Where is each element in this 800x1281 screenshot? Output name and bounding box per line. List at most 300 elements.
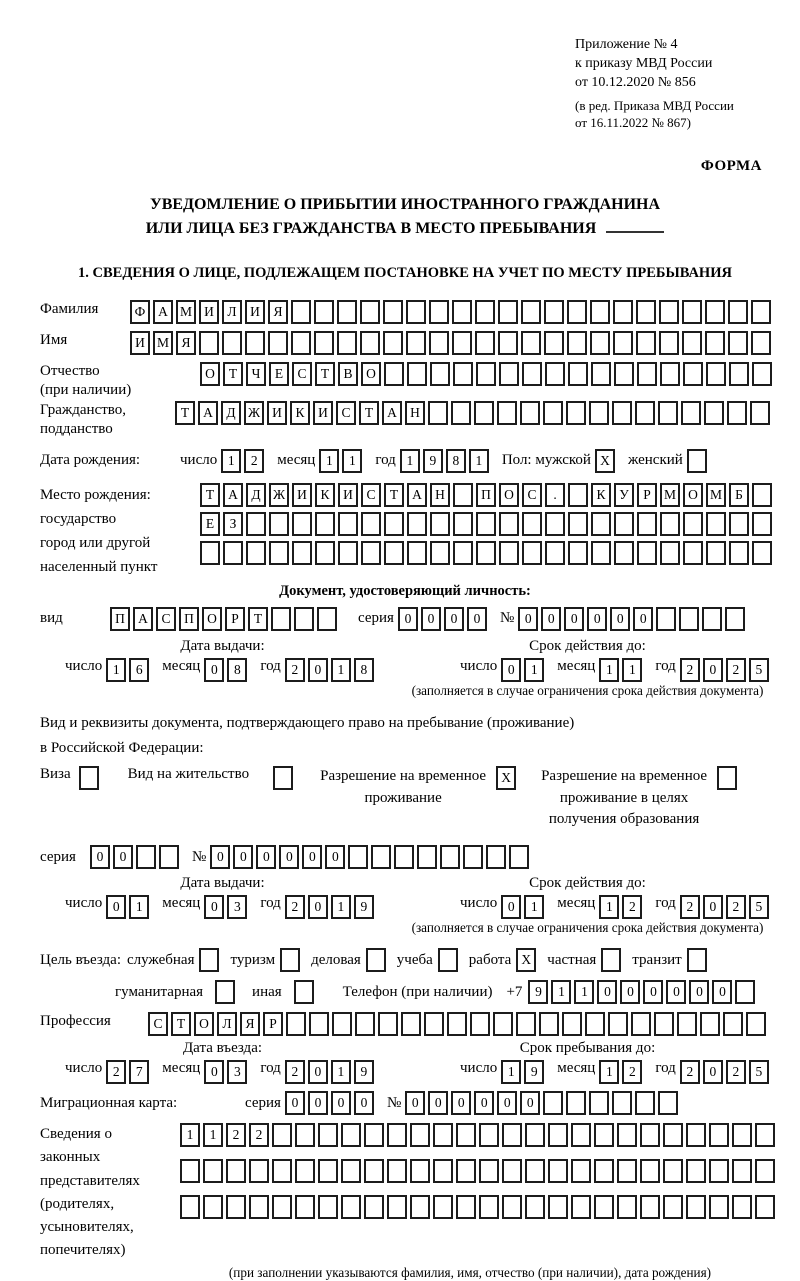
cell[interactable] <box>438 948 458 972</box>
cell[interactable]: 6 <box>129 658 149 682</box>
cell[interactable] <box>706 512 726 536</box>
cell[interactable] <box>682 300 702 324</box>
cell[interactable] <box>493 1012 513 1036</box>
cell[interactable] <box>709 1195 729 1219</box>
cell[interactable] <box>566 401 586 425</box>
cell[interactable] <box>656 607 676 631</box>
cell[interactable]: И <box>245 300 265 324</box>
cell[interactable]: 1 <box>524 658 544 682</box>
cell[interactable]: Р <box>225 607 245 631</box>
cell[interactable]: О <box>200 362 220 386</box>
cell[interactable]: 1 <box>524 895 544 919</box>
cell[interactable] <box>601 948 621 972</box>
cell[interactable]: 1 <box>331 658 351 682</box>
cell[interactable] <box>723 1012 743 1036</box>
cell[interactable]: Я <box>176 331 196 355</box>
cell[interactable] <box>341 1123 361 1147</box>
cell[interactable] <box>516 1012 536 1036</box>
cell[interactable] <box>394 845 414 869</box>
cell[interactable] <box>407 512 427 536</box>
cell[interactable]: 2 <box>622 895 642 919</box>
cell[interactable]: О <box>361 362 381 386</box>
cell[interactable] <box>401 1012 421 1036</box>
cell[interactable] <box>318 1195 338 1219</box>
cell[interactable] <box>658 401 678 425</box>
cell[interactable] <box>562 1012 582 1036</box>
cell[interactable]: 0 <box>564 607 584 631</box>
cell[interactable] <box>545 512 565 536</box>
sex-female-checkbox[interactable] <box>687 449 710 473</box>
cell[interactable] <box>273 766 293 790</box>
cell[interactable] <box>410 1123 430 1147</box>
cell[interactable] <box>159 845 179 869</box>
cell[interactable] <box>498 331 518 355</box>
cell[interactable] <box>384 362 404 386</box>
cell[interactable] <box>502 1123 522 1147</box>
cell[interactable]: 0 <box>279 845 299 869</box>
cell[interactable]: 0 <box>325 845 345 869</box>
cell[interactable] <box>453 512 473 536</box>
cell[interactable] <box>294 607 314 631</box>
cell[interactable]: 8 <box>446 449 466 473</box>
cell[interactable] <box>567 300 587 324</box>
cell[interactable] <box>591 512 611 536</box>
cell[interactable] <box>751 331 771 355</box>
cell[interactable] <box>360 300 380 324</box>
cell[interactable]: 1 <box>129 895 149 919</box>
cell[interactable]: 2 <box>622 1060 642 1084</box>
cell[interactable]: 1 <box>331 1060 351 1084</box>
cell[interactable] <box>525 1123 545 1147</box>
cell[interactable] <box>295 1123 315 1147</box>
cell[interactable] <box>479 1195 499 1219</box>
cell[interactable]: 0 <box>712 980 732 1004</box>
cell[interactable] <box>522 362 542 386</box>
cell[interactable] <box>702 607 722 631</box>
cell[interactable] <box>728 331 748 355</box>
cell[interactable]: 1 <box>400 449 420 473</box>
cell[interactable]: 0 <box>233 845 253 869</box>
cell[interactable]: Л <box>217 1012 237 1036</box>
cell[interactable]: 0 <box>308 1091 328 1115</box>
cell[interactable] <box>729 512 749 536</box>
cell[interactable] <box>378 1012 398 1036</box>
cell[interactable] <box>520 401 540 425</box>
cell[interactable]: С <box>522 483 542 507</box>
purpose-transit-checkbox[interactable] <box>687 948 710 972</box>
cell[interactable] <box>475 331 495 355</box>
cell[interactable]: Е <box>200 512 220 536</box>
cell[interactable] <box>383 300 403 324</box>
cell[interactable]: 2 <box>226 1123 246 1147</box>
cell[interactable] <box>200 541 220 565</box>
cell[interactable] <box>544 331 564 355</box>
cell[interactable] <box>729 541 749 565</box>
cell[interactable]: Я <box>240 1012 260 1036</box>
cell[interactable] <box>521 300 541 324</box>
cell[interactable] <box>497 401 517 425</box>
cell[interactable] <box>732 1123 752 1147</box>
cell[interactable] <box>292 541 312 565</box>
cell[interactable]: 0 <box>597 980 617 1004</box>
cell[interactable]: X <box>496 766 516 790</box>
cell[interactable] <box>566 1091 586 1115</box>
cell[interactable]: Т <box>175 401 195 425</box>
cell[interactable] <box>317 607 337 631</box>
cell[interactable] <box>612 401 632 425</box>
cell[interactable] <box>314 300 334 324</box>
cell[interactable] <box>271 607 291 631</box>
cell[interactable] <box>608 1012 628 1036</box>
cell[interactable] <box>249 1195 269 1219</box>
cell[interactable] <box>223 541 243 565</box>
cell[interactable]: Р <box>263 1012 283 1036</box>
cell[interactable]: М <box>153 331 173 355</box>
cell[interactable] <box>406 331 426 355</box>
cell[interactable] <box>752 541 772 565</box>
cell[interactable] <box>475 300 495 324</box>
cell[interactable] <box>750 401 770 425</box>
cell[interactable] <box>272 1195 292 1219</box>
cell[interactable] <box>474 401 494 425</box>
cell[interactable] <box>286 1012 306 1036</box>
sex-male-checkbox[interactable] <box>595 449 618 473</box>
cell[interactable] <box>452 300 472 324</box>
cell[interactable]: X <box>595 449 615 473</box>
cell[interactable]: Ж <box>269 483 289 507</box>
cell[interactable]: 0 <box>451 1091 471 1115</box>
cell[interactable]: 0 <box>633 607 653 631</box>
cell[interactable] <box>613 300 633 324</box>
purpose-study-checkbox[interactable] <box>438 948 461 972</box>
cell[interactable]: Д <box>221 401 241 425</box>
cell[interactable] <box>637 512 657 536</box>
cell[interactable] <box>548 1123 568 1147</box>
cell[interactable] <box>568 541 588 565</box>
cell[interactable] <box>728 300 748 324</box>
cell[interactable]: Т <box>315 362 335 386</box>
cell[interactable]: 0 <box>501 658 521 682</box>
cell[interactable] <box>686 1123 706 1147</box>
cell[interactable]: 0 <box>587 607 607 631</box>
cell[interactable] <box>612 1091 632 1115</box>
cell[interactable] <box>433 1195 453 1219</box>
cell[interactable]: 0 <box>541 607 561 631</box>
cell[interactable]: 2 <box>106 1060 126 1084</box>
cell[interactable]: 1 <box>319 449 339 473</box>
cell[interactable]: В <box>338 362 358 386</box>
cell[interactable]: 0 <box>703 895 723 919</box>
cell[interactable] <box>479 1123 499 1147</box>
cell[interactable] <box>700 1012 720 1036</box>
cell[interactable]: О <box>683 483 703 507</box>
cell[interactable] <box>635 401 655 425</box>
cell[interactable] <box>470 1012 490 1036</box>
cell[interactable]: А <box>133 607 153 631</box>
cell[interactable]: Т <box>171 1012 191 1036</box>
cell[interactable] <box>463 845 483 869</box>
cell[interactable]: 2 <box>285 895 305 919</box>
cell[interactable]: 9 <box>354 895 374 919</box>
cell[interactable]: 1 <box>469 449 489 473</box>
cell[interactable] <box>269 541 289 565</box>
cell[interactable] <box>502 1195 522 1219</box>
cell[interactable] <box>683 362 703 386</box>
cell[interactable]: Н <box>405 401 425 425</box>
cell[interactable]: 5 <box>749 895 769 919</box>
cell[interactable]: Т <box>200 483 220 507</box>
cell[interactable]: 0 <box>518 607 538 631</box>
cell[interactable]: З <box>223 512 243 536</box>
cell[interactable] <box>338 512 358 536</box>
cell[interactable]: 0 <box>90 845 110 869</box>
cell[interactable]: 8 <box>354 658 374 682</box>
cell[interactable]: 0 <box>428 1091 448 1115</box>
cell[interactable]: И <box>338 483 358 507</box>
cell[interactable] <box>384 512 404 536</box>
cell[interactable] <box>635 1091 655 1115</box>
cell[interactable] <box>717 766 737 790</box>
cell[interactable]: 1 <box>221 449 241 473</box>
cell[interactable] <box>486 845 506 869</box>
cell[interactable] <box>589 1091 609 1115</box>
cell[interactable] <box>433 1123 453 1147</box>
cell[interactable]: 2 <box>285 658 305 682</box>
cell[interactable] <box>732 1195 752 1219</box>
cell[interactable]: . <box>545 483 565 507</box>
cell[interactable] <box>315 512 335 536</box>
cell[interactable]: 5 <box>749 658 769 682</box>
cell[interactable] <box>568 483 588 507</box>
cell[interactable] <box>521 331 541 355</box>
cell[interactable] <box>614 362 634 386</box>
cell[interactable] <box>387 1195 407 1219</box>
cell[interactable] <box>499 541 519 565</box>
cell[interactable] <box>725 607 745 631</box>
cell[interactable] <box>687 449 707 473</box>
cell[interactable] <box>245 331 265 355</box>
cell[interactable]: 0 <box>620 980 640 1004</box>
cell[interactable] <box>383 331 403 355</box>
cell[interactable] <box>360 331 380 355</box>
cell[interactable]: К <box>290 401 310 425</box>
cell[interactable]: Л <box>222 300 242 324</box>
cell[interactable] <box>660 362 680 386</box>
cell[interactable] <box>387 1123 407 1147</box>
cell[interactable] <box>452 331 472 355</box>
cell[interactable] <box>752 512 772 536</box>
cell[interactable] <box>453 541 473 565</box>
cell[interactable]: 0 <box>106 895 126 919</box>
cell[interactable]: О <box>202 607 222 631</box>
cell[interactable]: С <box>156 607 176 631</box>
cell[interactable] <box>314 331 334 355</box>
cell[interactable]: 1 <box>599 1060 619 1084</box>
cell[interactable] <box>636 300 656 324</box>
cell[interactable] <box>429 331 449 355</box>
cell[interactable] <box>361 541 381 565</box>
cell[interactable] <box>679 607 699 631</box>
residence-permit-checkbox[interactable] <box>273 766 296 790</box>
cell[interactable] <box>752 483 772 507</box>
cell[interactable] <box>571 1123 591 1147</box>
cell[interactable]: А <box>382 401 402 425</box>
cell[interactable] <box>594 1195 614 1219</box>
cell[interactable] <box>543 1091 563 1115</box>
cell[interactable] <box>318 1123 338 1147</box>
cell[interactable] <box>337 300 357 324</box>
cell[interactable] <box>548 1195 568 1219</box>
cell[interactable]: О <box>499 483 519 507</box>
cell[interactable]: 0 <box>467 607 487 631</box>
cell[interactable] <box>291 300 311 324</box>
cell[interactable]: Е <box>269 362 289 386</box>
cell[interactable] <box>384 541 404 565</box>
cell[interactable]: 0 <box>308 895 328 919</box>
cell[interactable] <box>410 1195 430 1219</box>
cell[interactable]: 1 <box>622 658 642 682</box>
cell[interactable] <box>659 300 679 324</box>
cell[interactable] <box>591 362 611 386</box>
cell[interactable]: 0 <box>285 1091 305 1115</box>
cell[interactable] <box>361 512 381 536</box>
cell[interactable]: 9 <box>528 980 548 1004</box>
cell[interactable] <box>476 541 496 565</box>
cell[interactable] <box>636 331 656 355</box>
cell[interactable]: 0 <box>204 1060 224 1084</box>
cell[interactable] <box>590 331 610 355</box>
cell[interactable]: 0 <box>405 1091 425 1115</box>
cell[interactable] <box>269 512 289 536</box>
cell[interactable] <box>706 362 726 386</box>
cell[interactable] <box>543 401 563 425</box>
cell[interactable]: 0 <box>204 658 224 682</box>
cell[interactable]: 0 <box>204 895 224 919</box>
cell[interactable] <box>683 541 703 565</box>
cell[interactable]: 0 <box>643 980 663 1004</box>
cell[interactable] <box>640 1123 660 1147</box>
cell[interactable] <box>246 541 266 565</box>
cell[interactable]: С <box>148 1012 168 1036</box>
cell[interactable] <box>591 541 611 565</box>
cell[interactable] <box>752 362 772 386</box>
cell[interactable]: 1 <box>180 1123 200 1147</box>
cell[interactable] <box>348 845 368 869</box>
cell[interactable]: М <box>176 300 196 324</box>
edu-permit-checkbox[interactable] <box>717 766 740 790</box>
cell[interactable] <box>729 362 749 386</box>
cell[interactable]: 1 <box>331 895 351 919</box>
cell[interactable]: 0 <box>398 607 418 631</box>
cell[interactable]: 1 <box>574 980 594 1004</box>
cell[interactable]: И <box>313 401 333 425</box>
cell[interactable]: 0 <box>703 658 723 682</box>
cell[interactable] <box>640 1195 660 1219</box>
cell[interactable]: 0 <box>501 895 521 919</box>
cell[interactable]: Б <box>729 483 749 507</box>
cell[interactable]: 0 <box>308 1060 328 1084</box>
cell[interactable] <box>309 1012 329 1036</box>
cell[interactable]: 1 <box>599 658 619 682</box>
cell[interactable] <box>705 300 725 324</box>
cell[interactable] <box>660 541 680 565</box>
cell[interactable] <box>226 1195 246 1219</box>
cell[interactable] <box>428 401 448 425</box>
cell[interactable] <box>291 331 311 355</box>
cell[interactable]: И <box>199 300 219 324</box>
cell[interactable]: 8 <box>227 658 247 682</box>
cell[interactable] <box>613 331 633 355</box>
cell[interactable] <box>617 1195 637 1219</box>
cell[interactable] <box>727 401 747 425</box>
cell[interactable] <box>687 948 707 972</box>
cell[interactable] <box>677 1012 697 1036</box>
cell[interactable]: 0 <box>444 607 464 631</box>
cell[interactable] <box>568 512 588 536</box>
cell[interactable] <box>522 512 542 536</box>
cell[interactable] <box>332 1012 352 1036</box>
cell[interactable]: М <box>660 483 680 507</box>
purpose-commercial-checkbox[interactable] <box>366 948 389 972</box>
cell[interactable]: 2 <box>680 658 700 682</box>
cell[interactable]: П <box>179 607 199 631</box>
cell[interactable]: 2 <box>285 1060 305 1084</box>
cell[interactable] <box>522 541 542 565</box>
cell[interactable]: 2 <box>726 895 746 919</box>
cell[interactable]: 1 <box>342 449 362 473</box>
cell[interactable] <box>614 541 634 565</box>
cell[interactable] <box>407 541 427 565</box>
cell[interactable] <box>686 1195 706 1219</box>
cell[interactable] <box>498 300 518 324</box>
cell[interactable]: 0 <box>610 607 630 631</box>
cell[interactable] <box>704 401 724 425</box>
cell[interactable]: 0 <box>354 1091 374 1115</box>
cell[interactable] <box>660 512 680 536</box>
cell[interactable] <box>453 362 473 386</box>
cell[interactable] <box>180 1195 200 1219</box>
cell[interactable]: К <box>591 483 611 507</box>
cell[interactable] <box>637 541 657 565</box>
cell[interactable] <box>755 1195 775 1219</box>
cell[interactable]: С <box>292 362 312 386</box>
phone-cells[interactable] <box>528 980 758 1004</box>
cell[interactable]: А <box>407 483 427 507</box>
cell[interactable] <box>663 1123 683 1147</box>
cell[interactable]: 0 <box>302 845 322 869</box>
cell[interactable]: Д <box>246 483 266 507</box>
cell[interactable]: 0 <box>474 1091 494 1115</box>
cell[interactable] <box>735 980 755 1004</box>
cell[interactable] <box>617 1123 637 1147</box>
cell[interactable] <box>658 1091 678 1115</box>
cell[interactable] <box>338 541 358 565</box>
cell[interactable] <box>292 512 312 536</box>
cell[interactable]: 7 <box>129 1060 149 1084</box>
cell[interactable] <box>364 1123 384 1147</box>
cell[interactable]: Т <box>384 483 404 507</box>
cell[interactable] <box>199 331 219 355</box>
purpose-private-checkbox[interactable] <box>601 948 624 972</box>
cell[interactable] <box>663 1195 683 1219</box>
cell[interactable] <box>199 948 219 972</box>
cell[interactable] <box>476 362 496 386</box>
cell[interactable] <box>337 331 357 355</box>
cell[interactable]: 1 <box>106 658 126 682</box>
cell[interactable] <box>79 766 99 790</box>
cell[interactable] <box>440 845 460 869</box>
cell[interactable]: 0 <box>497 1091 517 1115</box>
